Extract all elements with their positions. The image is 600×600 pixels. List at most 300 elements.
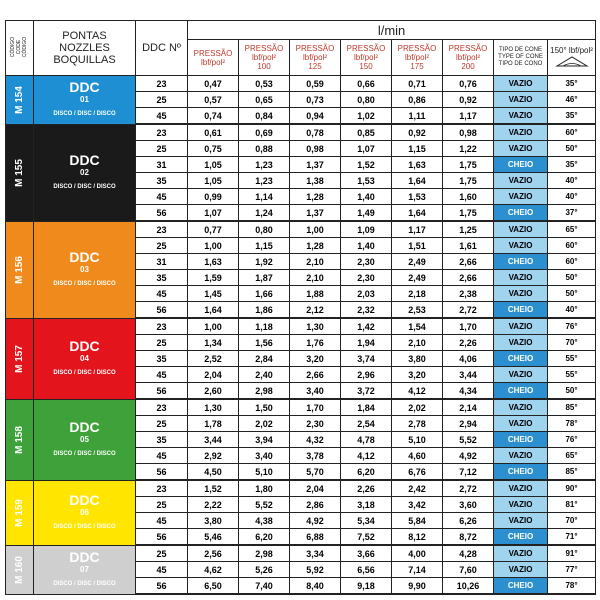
- flow-value-cell: 0,74: [188, 108, 239, 125]
- spray-angle-cell: 60°: [548, 254, 596, 270]
- flow-value-cell: 1,70: [443, 318, 494, 335]
- ddc-number-cell: 45: [136, 286, 188, 302]
- flow-value-cell: 2,30: [341, 254, 392, 270]
- flow-value-cell: 8,12: [392, 529, 443, 546]
- pressure-header-line: lbf/pol²: [455, 53, 480, 62]
- flow-value-cell: 0,84: [239, 108, 290, 125]
- nozzle-model-title: DDC: [69, 79, 100, 96]
- flow-value-cell: 2,96: [341, 367, 392, 383]
- flow-value-cell: 2,53: [392, 302, 443, 319]
- spray-angle-cell: 50°: [548, 270, 596, 286]
- flow-value-cell: 0,86: [392, 92, 443, 108]
- flow-value-cell: 1,63: [392, 157, 443, 173]
- pressure-header-line: 150: [359, 62, 373, 71]
- flow-value-cell: 1,17: [443, 108, 494, 125]
- flow-value-cell: 6,26: [443, 513, 494, 529]
- cone-type-cell: VAZIO: [494, 399, 548, 416]
- nozzle-model-title: DDC: [69, 419, 100, 435]
- flow-value-cell: 0,73: [290, 92, 341, 108]
- pressure-header: [392, 40, 443, 76]
- pressure-header-line: PRESSÃO: [244, 44, 284, 53]
- flow-value-cell: 1,14: [239, 189, 290, 205]
- flow-value-cell: 4,62: [188, 562, 239, 578]
- flow-value-cell: 1,61: [443, 238, 494, 254]
- pressure-header: [188, 40, 239, 76]
- cone-type-cell: VAZIO: [494, 238, 548, 254]
- flow-value-cell: 0,80: [239, 221, 290, 238]
- flow-value-cell: 1,00: [290, 221, 341, 238]
- flow-value-cell: 1,37: [290, 157, 341, 173]
- flow-value-cell: 2,10: [290, 254, 341, 270]
- flow-value-cell: 1,84: [341, 399, 392, 416]
- spray-angle-cell: 78°: [548, 416, 596, 432]
- flow-value-cell: 4,06: [443, 351, 494, 367]
- ddc-number-cell: 31: [136, 254, 188, 270]
- flow-value-cell: 2,04: [188, 367, 239, 383]
- cone-type-cell: VAZIO: [494, 367, 548, 383]
- flow-value-cell: 2,86: [290, 497, 341, 513]
- flow-value-cell: 1,18: [239, 318, 290, 335]
- spray-angle-cell: 50°: [548, 141, 596, 157]
- nozzle-model-cell: [34, 76, 136, 125]
- flow-value-cell: 3,74: [341, 351, 392, 367]
- flow-value-cell: 1,02: [341, 108, 392, 125]
- flow-value-cell: 0,71: [392, 76, 443, 92]
- cone-type-cell: VAZIO: [494, 141, 548, 157]
- flow-value-cell: 6,56: [341, 562, 392, 578]
- flow-value-cell: 2,49: [392, 270, 443, 286]
- flow-value-cell: 2,94: [443, 416, 494, 432]
- flow-value-cell: 1,64: [392, 173, 443, 189]
- flow-value-cell: 1,42: [341, 318, 392, 335]
- pressure-header-line: lbf/pol²: [251, 53, 276, 62]
- flow-value-cell: 1,50: [239, 399, 290, 416]
- flow-value-cell: 3,42: [392, 497, 443, 513]
- flow-value-cell: 2,02: [239, 416, 290, 432]
- nozzle-model-cell: [34, 221, 136, 318]
- product-code: M 154: [13, 86, 25, 115]
- ddc-number-cell: 25: [136, 238, 188, 254]
- flow-value-cell: 3,34: [290, 545, 341, 562]
- flow-value-cell: 1,37: [290, 205, 341, 222]
- nozzle-model-number: 07: [80, 565, 89, 574]
- pressure-header-line: PRESSÃO: [295, 44, 335, 53]
- flow-value-cell: 6,88: [290, 529, 341, 546]
- flow-value-cell: 4,60: [392, 448, 443, 464]
- flow-value-cell: 1,54: [392, 318, 443, 335]
- flow-value-cell: 4,00: [392, 545, 443, 562]
- ddc-number-cell: 35: [136, 270, 188, 286]
- flow-value-cell: 0,57: [188, 92, 239, 108]
- flow-value-cell: 1,24: [239, 205, 290, 222]
- flow-value-cell: 7,60: [443, 562, 494, 578]
- product-code: M 157: [13, 345, 25, 373]
- spray-angle-cell: 85°: [548, 399, 596, 416]
- flow-value-cell: 3,18: [341, 497, 392, 513]
- nozzle-model-number: 04: [80, 354, 89, 363]
- flow-value-cell: 3,20: [392, 367, 443, 383]
- flow-value-cell: 2,54: [341, 416, 392, 432]
- flow-value-cell: 2,02: [392, 399, 443, 416]
- flow-value-cell: 8,72: [443, 529, 494, 546]
- flow-value-cell: 1,75: [443, 173, 494, 189]
- pontas-header: [34, 21, 136, 76]
- cone-type-cell: VAZIO: [494, 497, 548, 513]
- flow-value-cell: 0,98: [290, 141, 341, 157]
- cone-type-cell: CHEIO: [494, 157, 548, 173]
- spray-angle-cell: 76°: [548, 432, 596, 448]
- spray-angle-cell: 70°: [548, 513, 596, 529]
- flow-value-cell: 5,52: [239, 497, 290, 513]
- spray-angle-cell: 76°: [548, 318, 596, 335]
- pressure-header-line: lbf/pol²: [302, 53, 327, 62]
- table-row: [6, 221, 596, 238]
- nozzle-model-number: 05: [80, 435, 89, 444]
- flow-value-cell: 3,44: [443, 367, 494, 383]
- ddc-number-cell: 25: [136, 141, 188, 157]
- flow-value-cell: 0,88: [239, 141, 290, 157]
- flow-value-cell: 4,32: [290, 432, 341, 448]
- ddc-number-cell: 56: [136, 578, 188, 595]
- ddc-number-cell: 45: [136, 448, 188, 464]
- pressure-header: [443, 40, 494, 76]
- flow-value-cell: 1,23: [239, 157, 290, 173]
- ddc-number-cell: 45: [136, 513, 188, 529]
- pressure-header-line: 100: [257, 62, 271, 71]
- flow-value-cell: 6,76: [392, 464, 443, 481]
- flow-value-cell: 4,92: [443, 448, 494, 464]
- flow-value-cell: 1,25: [443, 221, 494, 238]
- nozzle-model-subtitle: DISCO / DISC / DISCO: [53, 111, 116, 118]
- flow-value-cell: 1,63: [188, 254, 239, 270]
- flow-value-cell: 1,28: [290, 238, 341, 254]
- pressure-header-line: lbf/pol²: [404, 53, 429, 62]
- table-row: [6, 124, 596, 141]
- spray-angle-cell: 90°: [548, 480, 596, 497]
- flow-value-cell: 2,26: [443, 335, 494, 351]
- flow-value-cell: 0,92: [443, 92, 494, 108]
- flow-value-cell: 2,40: [239, 367, 290, 383]
- flow-value-cell: 2,12: [290, 302, 341, 319]
- flow-value-cell: 2,52: [188, 351, 239, 367]
- product-code-cell: [6, 76, 34, 125]
- ddc-number-cell: 35: [136, 173, 188, 189]
- cone-type-cell: CHEIO: [494, 254, 548, 270]
- flow-value-cell: 5,10: [392, 432, 443, 448]
- spray-angle-cell: 91°: [548, 545, 596, 562]
- spray-angle-cell: 81°: [548, 497, 596, 513]
- cone-type-cell: VAZIO: [494, 448, 548, 464]
- flow-value-cell: 1,15: [392, 141, 443, 157]
- flow-value-cell: 2,26: [341, 480, 392, 497]
- nozzle-model-cell: [34, 480, 136, 545]
- flow-value-cell: 10,26: [443, 578, 494, 595]
- flow-value-cell: 2,04: [290, 480, 341, 497]
- cone-type-cell: VAZIO: [494, 189, 548, 205]
- pressure-header-line: PRESSÃO: [346, 44, 386, 53]
- ddc-number-cell: 25: [136, 335, 188, 351]
- ddc-number-cell: 23: [136, 76, 188, 92]
- cone-type-cell: VAZIO: [494, 221, 548, 238]
- ddc-number-cell: 56: [136, 464, 188, 481]
- cone-type-cell: VAZIO: [494, 562, 548, 578]
- flow-value-cell: 1,40: [341, 238, 392, 254]
- pressure-header-line: PRESSÃO: [193, 48, 233, 58]
- flow-value-cell: 0,80: [341, 92, 392, 108]
- table-row: [6, 480, 596, 497]
- flow-value-cell: 1,22: [443, 141, 494, 157]
- flow-value-cell: 2,18: [392, 286, 443, 302]
- flow-value-cell: 2,03: [341, 286, 392, 302]
- flow-value-cell: 2,49: [392, 254, 443, 270]
- product-code: M 155: [13, 159, 25, 187]
- cone-type-cell: CHEIO: [494, 205, 548, 222]
- flow-value-cell: 2,42: [392, 480, 443, 497]
- ddc-number-cell: 56: [136, 302, 188, 319]
- flow-value-cell: 2,10: [290, 270, 341, 286]
- table-row: [6, 399, 596, 416]
- flow-value-cell: 3,80: [188, 513, 239, 529]
- spray-angle-cell: 77°: [548, 562, 596, 578]
- flow-value-cell: 1,00: [188, 238, 239, 254]
- flow-value-cell: 1,60: [443, 189, 494, 205]
- cone-type-cell: CHEIO: [494, 302, 548, 319]
- flow-value-cell: 0,75: [188, 141, 239, 157]
- code-header-line: CÓDIGO: [22, 36, 29, 57]
- flow-value-cell: 6,20: [239, 529, 290, 546]
- flow-value-cell: 2,22: [188, 497, 239, 513]
- cone-type-cell: CHEIO: [494, 529, 548, 546]
- flow-value-cell: 3,40: [239, 448, 290, 464]
- cone-type-cell: CHEIO: [494, 383, 548, 400]
- flow-value-cell: 1,59: [188, 270, 239, 286]
- flow-value-cell: 1,64: [188, 302, 239, 319]
- flow-value-cell: 4,38: [239, 513, 290, 529]
- cone-type-cell: CHEIO: [494, 432, 548, 448]
- nozzle-model-subtitle: DISCO / DISC / DISCO: [53, 451, 116, 457]
- pressure-header: [341, 40, 392, 76]
- flow-value-cell: 1,56: [239, 335, 290, 351]
- ddc-number-cell: 45: [136, 367, 188, 383]
- flow-value-cell: 7,14: [392, 562, 443, 578]
- flow-value-cell: 1,75: [443, 157, 494, 173]
- flow-value-cell: 0,94: [290, 108, 341, 125]
- table-row: [6, 545, 596, 562]
- pressure-header: [239, 40, 290, 76]
- flow-value-cell: 1,00: [188, 318, 239, 335]
- product-code-cell: [6, 399, 34, 480]
- table-body: [6, 76, 596, 595]
- nozzle-model-title: DDC: [69, 152, 100, 168]
- flow-value-cell: 9,18: [341, 578, 392, 595]
- pressure-header-line: PRESSÃO: [397, 44, 437, 53]
- flow-value-cell: 2,98: [239, 545, 290, 562]
- flow-value-cell: 1,92: [239, 254, 290, 270]
- flow-value-cell: 1,45: [188, 286, 239, 302]
- ddc-number-cell: 23: [136, 124, 188, 141]
- nozzle-model-title: DDC: [69, 338, 100, 354]
- ddc-number-cell: 35: [136, 432, 188, 448]
- ddc-number-cell: 45: [136, 108, 188, 125]
- flow-value-cell: 2,72: [443, 302, 494, 319]
- spray-angle-cell: 35°: [548, 157, 596, 173]
- spray-angle-cell: 71°: [548, 529, 596, 546]
- product-code: M 156: [13, 256, 25, 284]
- flow-value-cell: 5,84: [392, 513, 443, 529]
- product-code: M 160: [13, 556, 25, 584]
- flow-value-cell: 1,64: [392, 205, 443, 222]
- spray-angle-cell: 50°: [548, 383, 596, 400]
- product-code-cell: [6, 318, 34, 399]
- spray-angle-cell: 85°: [548, 464, 596, 481]
- spray-angle-cell: 35°: [548, 76, 596, 92]
- flow-value-cell: 1,86: [239, 302, 290, 319]
- pressure-header-line: lbf/pol²: [200, 57, 225, 67]
- ddc-number-cell: 23: [136, 221, 188, 238]
- flow-value-cell: 1,94: [341, 335, 392, 351]
- flow-value-cell: 1,88: [290, 286, 341, 302]
- cone-type-cell: VAZIO: [494, 173, 548, 189]
- flow-value-cell: 3,78: [290, 448, 341, 464]
- flow-value-cell: 3,20: [290, 351, 341, 367]
- ddc-number-cell: 25: [136, 497, 188, 513]
- cone-type-cell: VAZIO: [494, 318, 548, 335]
- nozzle-model-subtitle: DISCO / DISC / DISCO: [53, 581, 116, 587]
- nozzle-model-number: 02: [80, 168, 89, 177]
- spray-angle-cell: 40°: [548, 302, 596, 319]
- nozzle-model-subtitle: DISCO / DISC / DISCO: [53, 524, 116, 530]
- flow-value-cell: 6,20: [341, 464, 392, 481]
- flow-value-cell: 5,34: [341, 513, 392, 529]
- nozzle-model-number: 06: [80, 508, 89, 517]
- product-code-cell: [6, 124, 34, 221]
- pontas-header-line: NOZZLES: [59, 42, 110, 54]
- flow-value-cell: 0,85: [341, 124, 392, 141]
- flow-value-cell: 2,66: [443, 270, 494, 286]
- code-header-line: CÓDIGO: [10, 36, 17, 57]
- flow-value-cell: 3,60: [443, 497, 494, 513]
- cone-type-cell: VAZIO: [494, 286, 548, 302]
- ddc-number-cell: 31: [136, 157, 188, 173]
- flow-value-cell: 2,56: [188, 545, 239, 562]
- flow-value-cell: 2,92: [188, 448, 239, 464]
- nozzle-model-cell: [34, 545, 136, 594]
- spray-angle-cell: 37°: [548, 205, 596, 222]
- cone-type-cell: VAZIO: [494, 416, 548, 432]
- code-header: [6, 21, 34, 76]
- ddc-number-cell: 35: [136, 351, 188, 367]
- angle-header: [548, 40, 596, 76]
- flow-value-cell: 1,76: [290, 335, 341, 351]
- flow-value-cell: 1,15: [239, 238, 290, 254]
- flow-value-cell: 3,44: [188, 432, 239, 448]
- flow-value-cell: 2,14: [443, 399, 494, 416]
- flow-value-cell: 4,12: [341, 448, 392, 464]
- spray-angle-cell: 35°: [548, 108, 596, 125]
- product-code-cell: [6, 221, 34, 318]
- product-code: M 159: [13, 499, 25, 527]
- pressure-header-line: 200: [461, 62, 475, 71]
- cone-type-cell: VAZIO: [494, 270, 548, 286]
- cone-type-cell: VAZIO: [494, 124, 548, 141]
- ddc-number-cell: 45: [136, 189, 188, 205]
- spray-angle-cell: 78°: [548, 578, 596, 595]
- nozzle-model-cell: [34, 318, 136, 399]
- cone-type-cell: VAZIO: [494, 335, 548, 351]
- nozzle-model-title: DDC: [69, 549, 100, 565]
- flow-value-cell: 1,23: [239, 173, 290, 189]
- flow-value-cell: 5,10: [239, 464, 290, 481]
- flow-value-cell: 0,47: [188, 76, 239, 92]
- cone-type-cell: CHEIO: [494, 578, 548, 595]
- ddc-number-cell: 56: [136, 383, 188, 400]
- cone-type-cell: CHEIO: [494, 464, 548, 481]
- flow-value-cell: 9,90: [392, 578, 443, 595]
- flow-value-cell: 0,98: [443, 124, 494, 141]
- spray-angle-cell: 40°: [548, 173, 596, 189]
- flow-value-cell: 1,34: [188, 335, 239, 351]
- nozzle-model-subtitle: DISCO / DISC / DISCO: [53, 370, 116, 376]
- flow-value-cell: 4,50: [188, 464, 239, 481]
- spray-angle-cell: 55°: [548, 367, 596, 383]
- flow-value-cell: 2,32: [341, 302, 392, 319]
- flow-value-cell: 5,70: [290, 464, 341, 481]
- cone-type-cell: CHEIO: [494, 351, 548, 367]
- flow-value-cell: 0,69: [239, 124, 290, 141]
- flow-value-cell: 2,66: [290, 367, 341, 383]
- nozzle-model-subtitle: DISCO / DISC / DISCO: [53, 281, 116, 287]
- ddc-number-cell: 23: [136, 480, 188, 497]
- cone-type-cell: VAZIO: [494, 76, 548, 92]
- cone-type-cell: VAZIO: [494, 513, 548, 529]
- nozzle-model-number: 01: [80, 95, 89, 105]
- flow-value-cell: 1,38: [290, 173, 341, 189]
- nozzle-model-title: DDC: [69, 249, 100, 265]
- flow-value-cell: 2,72: [443, 480, 494, 497]
- flow-value-cell: 6,50: [188, 578, 239, 595]
- flow-value-cell: 0,65: [239, 92, 290, 108]
- pressure-header-line: 125: [308, 62, 322, 71]
- flow-value-cell: 2,98: [239, 383, 290, 400]
- flow-value-cell: 5,52: [443, 432, 494, 448]
- flow-value-cell: 0,78: [290, 124, 341, 141]
- flow-value-cell: 1,52: [341, 157, 392, 173]
- flow-value-cell: 1,51: [392, 238, 443, 254]
- pontas-header-line: PONTAS: [62, 30, 107, 42]
- flow-value-cell: 1,53: [392, 189, 443, 205]
- flow-value-cell: 4,92: [290, 513, 341, 529]
- flow-value-cell: 0,77: [188, 221, 239, 238]
- flow-value-cell: 1,09: [341, 221, 392, 238]
- pressure-header-line: lbf/pol²: [353, 53, 378, 62]
- flow-value-cell: 4,28: [443, 545, 494, 562]
- product-code: M 158: [13, 426, 25, 454]
- pressure-header-line: 175: [410, 62, 424, 71]
- flow-value-cell: 1,05: [188, 173, 239, 189]
- flow-value-cell: 3,94: [239, 432, 290, 448]
- ddc-number-cell: 25: [136, 545, 188, 562]
- flow-value-cell: 4,12: [392, 383, 443, 400]
- table-row: [6, 318, 596, 335]
- ddc-number-header: DDC Nº: [136, 21, 188, 76]
- spray-angle-cell: 40°: [548, 189, 596, 205]
- spray-angle-cell: 60°: [548, 238, 596, 254]
- code-header-line: CODE: [16, 39, 23, 54]
- flow-value-cell: 1,80: [239, 480, 290, 497]
- flow-value-cell: 7,12: [443, 464, 494, 481]
- product-code-cell: [6, 545, 34, 594]
- flow-value-cell: 1,11: [392, 108, 443, 125]
